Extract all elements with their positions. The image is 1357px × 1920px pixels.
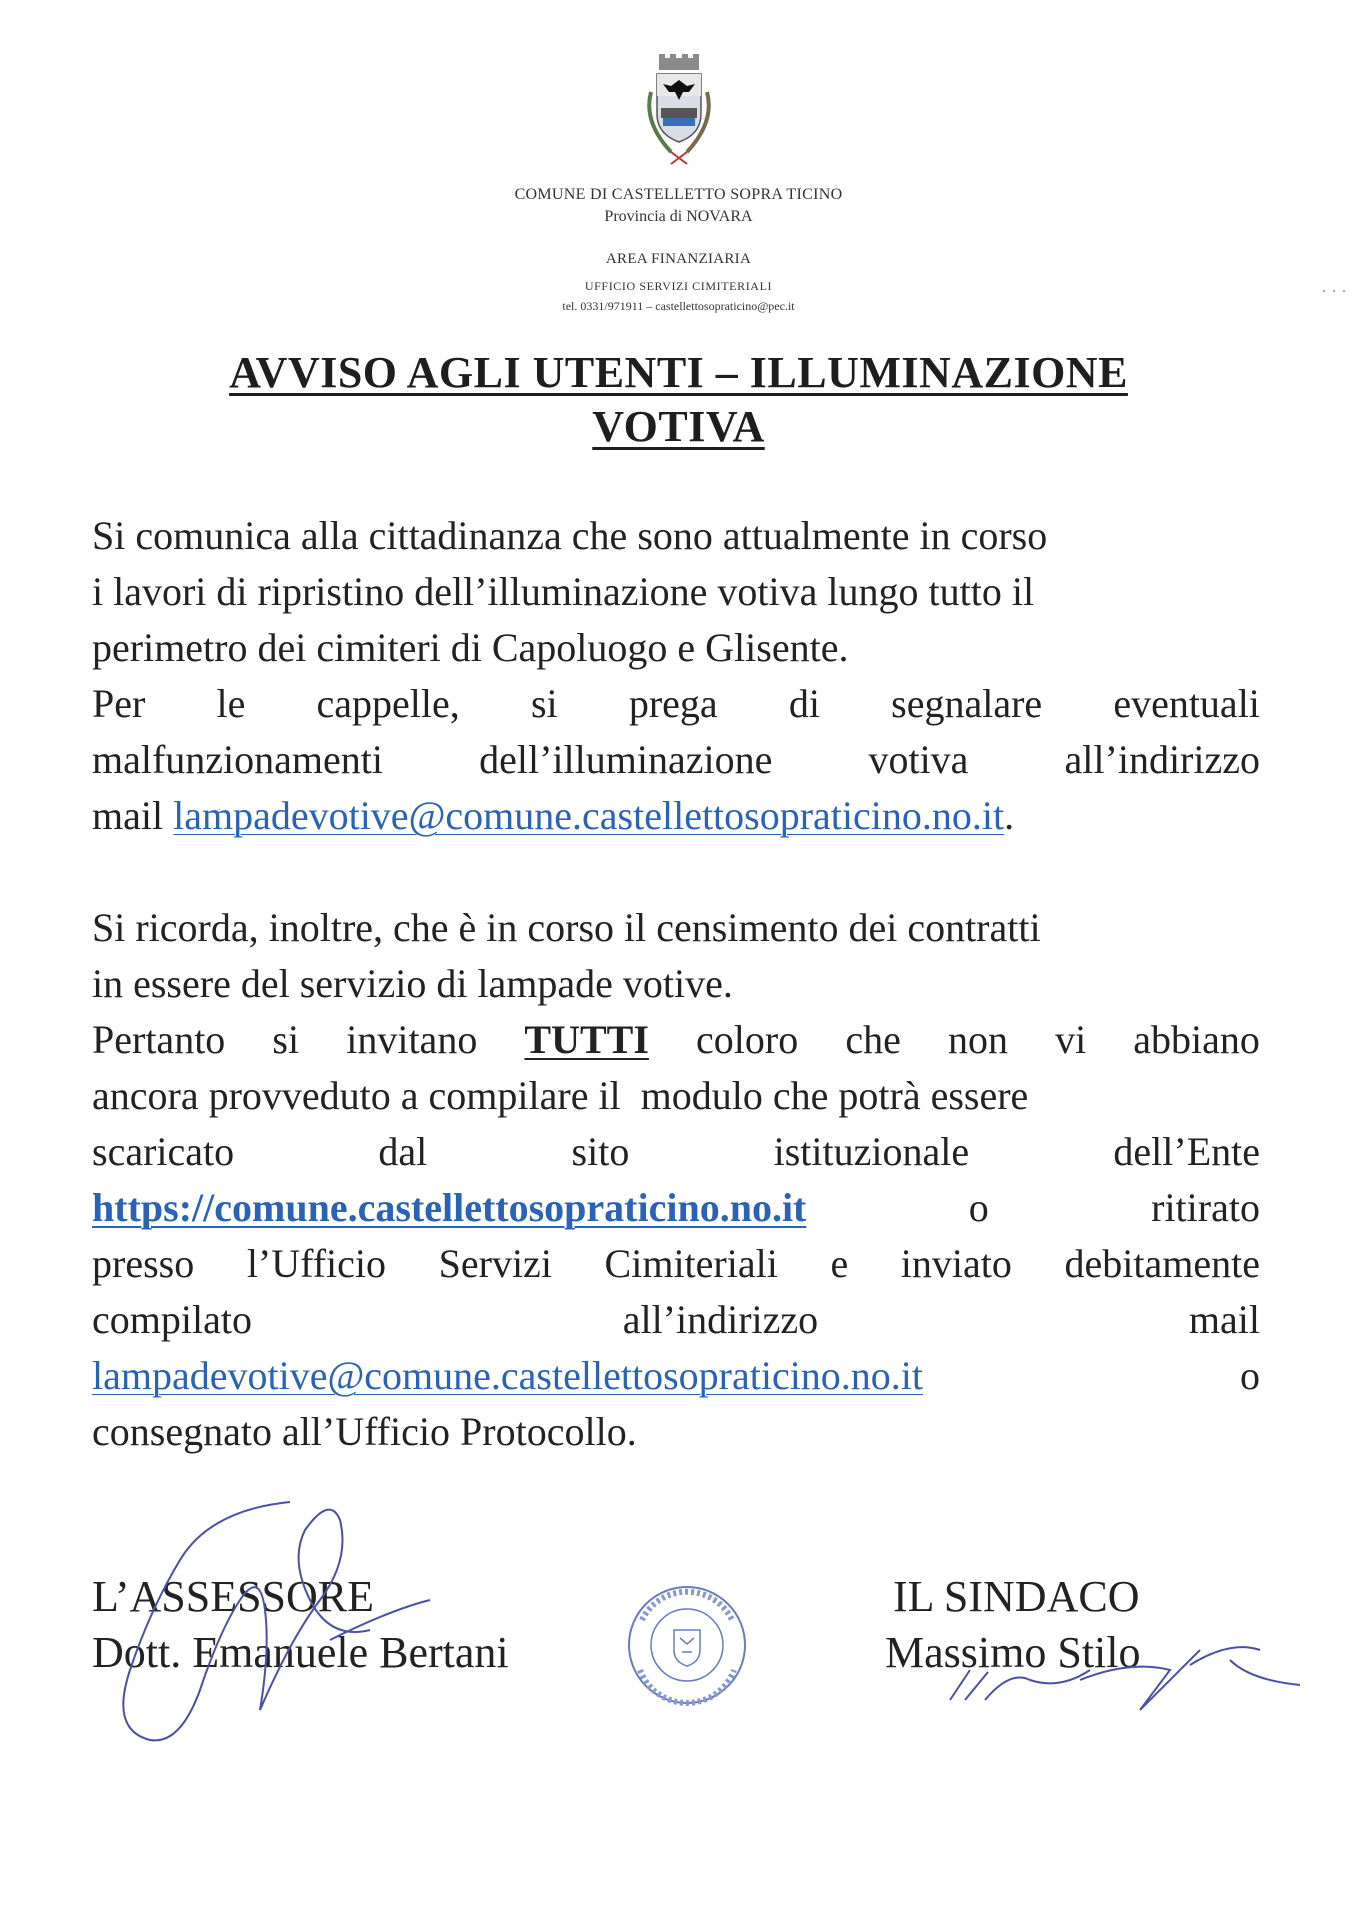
- word: eventuali: [1113, 681, 1260, 726]
- ufficio-name: UFFICIO SERVIZI CIMITERIALI: [584, 279, 773, 293]
- contact-line: tel. 0331/971911 – castellettosopraticino@pec.it: [562, 299, 795, 313]
- word: votiva: [868, 737, 969, 782]
- word: che: [845, 1017, 901, 1062]
- word: Servizi: [438, 1241, 552, 1286]
- word: segnalare: [891, 681, 1043, 726]
- word: dal: [378, 1129, 428, 1174]
- word: cappelle,: [316, 681, 460, 726]
- sindaco-role: IL SINDACO: [893, 1572, 1140, 1621]
- body-line: ancora provveduto a compilare il modulo che potrà essere: [92, 1073, 1029, 1118]
- word: sito: [571, 1129, 630, 1174]
- word: Pertanto: [92, 1017, 226, 1062]
- body-line-justified: [92, 680, 1260, 728]
- email-link[interactable]: lampadevotive@comune.castellettosopraticino.no.it: [173, 793, 1005, 838]
- notice-title-line2: VOTIVA: [592, 402, 765, 451]
- body-line: i lavori di ripristino dell’illuminazione votiva lungo tutto il: [92, 569, 1035, 614]
- word: o: [1240, 1353, 1260, 1398]
- word: di: [788, 681, 820, 726]
- word: non: [947, 1017, 1008, 1062]
- body-line-justified: [92, 1296, 1260, 1344]
- word: le: [216, 681, 246, 726]
- word: abbiano: [1133, 1017, 1260, 1062]
- word: istituzionale: [773, 1129, 970, 1174]
- word: all’indirizzo: [1064, 737, 1260, 782]
- word: ritirato: [1151, 1185, 1260, 1230]
- body-line: Si comunica alla cittadinanza che sono attualmente in corso: [92, 513, 1048, 558]
- body-line: Si ricorda, inoltre, che è in corso il censimento dei contratti: [92, 905, 1041, 950]
- body-line-justified: [92, 1016, 1260, 1064]
- word: presso: [92, 1241, 195, 1286]
- official-stamp-icon: [622, 1580, 752, 1710]
- word: si: [530, 681, 558, 726]
- assessore-signature-icon: [90, 1490, 490, 1750]
- body-line-justified: [92, 1128, 1260, 1176]
- comune-name: COMUNE DI CASTELLETTO SOPRA TICINO: [514, 186, 843, 203]
- text: mail: [92, 793, 174, 838]
- word: o: [968, 1185, 989, 1230]
- word: invitano: [346, 1017, 478, 1062]
- municipal-crest-icon: [631, 52, 727, 170]
- word: mail: [1188, 1297, 1260, 1342]
- scan-mark-icon: [1320, 288, 1348, 294]
- word: si: [272, 1017, 300, 1062]
- word: prega: [628, 681, 718, 726]
- area-name: AREA FINANZIARIA: [605, 251, 752, 267]
- word: all’indirizzo: [622, 1297, 819, 1342]
- word: l’Ufficio: [246, 1241, 387, 1286]
- emphasis-tutti: TUTTI: [524, 1017, 649, 1062]
- body-line-with-email: [92, 792, 1260, 840]
- body-line-with-url: [92, 1184, 1260, 1232]
- notice-title-line1: AVVISO AGLI UTENTI – ILLUMINAZIONE: [229, 348, 1128, 397]
- sindaco-signature-icon: [930, 1610, 1310, 1720]
- assessore-name: Dott. Emanuele Bertani: [92, 1628, 509, 1677]
- body-line: in essere del servizio di lampade votive.: [92, 961, 733, 1006]
- sindaco-name: Massimo Stilo: [885, 1628, 1141, 1677]
- word: e: [830, 1241, 849, 1286]
- body-line-justified: [92, 1240, 1260, 1288]
- word: debitamente: [1064, 1241, 1260, 1286]
- word: vi: [1055, 1017, 1087, 1062]
- word: compilato: [92, 1297, 252, 1342]
- body-line-with-email: [92, 1352, 1260, 1400]
- word: Per: [92, 681, 146, 726]
- word: dell’illuminazione: [479, 737, 773, 782]
- word: scaricato: [92, 1129, 235, 1174]
- website-link[interactable]: https://comune.castellettosopraticino.no.it: [92, 1185, 807, 1230]
- word: malfunzionamenti: [92, 737, 384, 782]
- word: coloro: [696, 1017, 799, 1062]
- body-line: perimetro dei cimiteri di Capoluogo e Glisente.: [92, 625, 849, 670]
- body-line: consegnato all’Ufficio Protocollo.: [92, 1409, 637, 1454]
- word: inviato: [900, 1241, 1012, 1286]
- word: Cimiteriali: [604, 1241, 778, 1286]
- provincia-name: Provincia di NOVARA: [604, 208, 753, 225]
- text: .: [1004, 793, 1015, 838]
- email-link[interactable]: lampadevotive@comune.castellettosopraticino.no.it: [92, 1353, 924, 1398]
- body-line-justified: [92, 736, 1260, 784]
- word: dell’Ente: [1113, 1129, 1260, 1174]
- assessore-role: L’ASSESSORE: [92, 1572, 375, 1621]
